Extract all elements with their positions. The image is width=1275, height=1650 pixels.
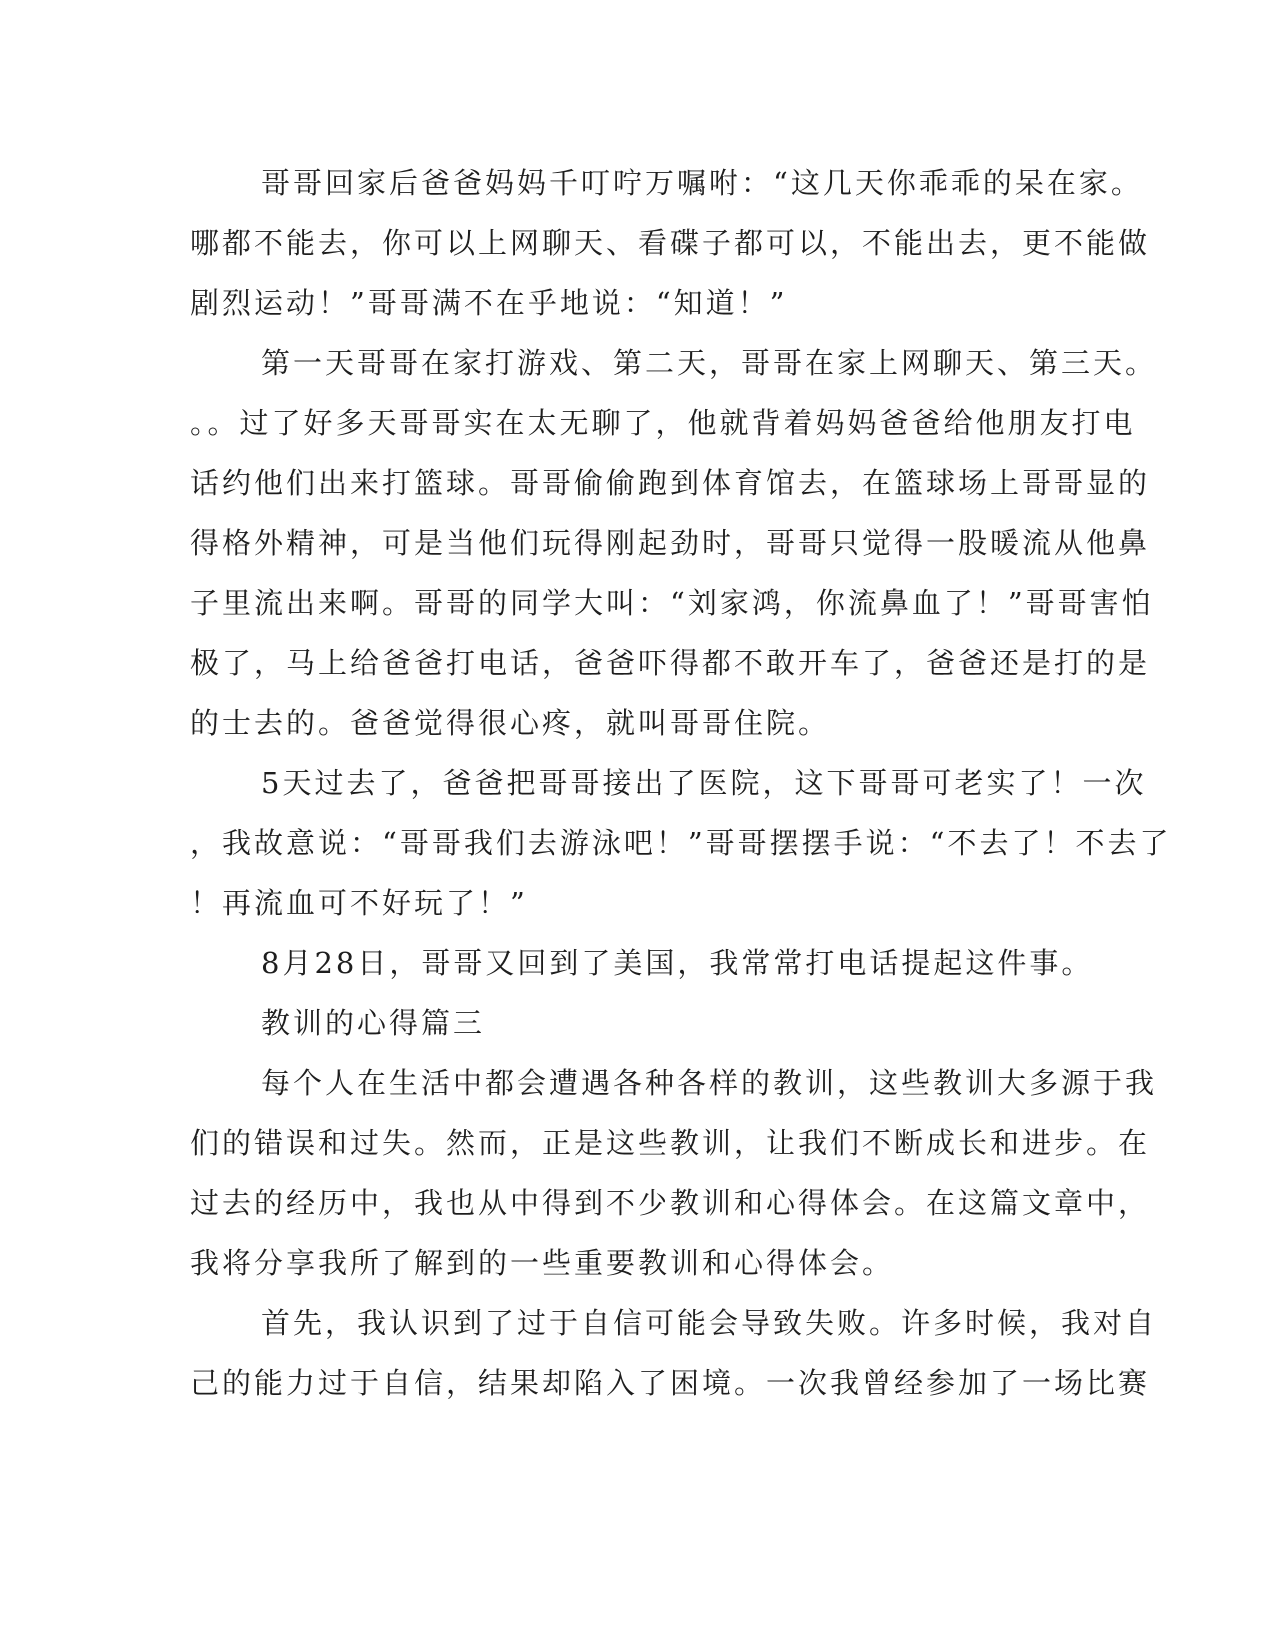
text-line: 得格外精神，可是当他们玩得刚起劲时，哥哥只觉得一股暖流从他鼻 [190,526,1151,560]
text-line: 的士去的。爸爸觉得很心疼，就叫哥哥住院。 [190,706,831,740]
text-line: 8月28日，哥哥又回到了美国，我常常打电话提起这件事。 [261,946,1094,980]
text-line: 话约他们出来打篮球。哥哥偷偷跑到体育馆去，在篮球场上哥哥显的 [190,466,1151,500]
text-line: 每个人在生活中都会遭遇各种各样的教训，这些教训大多源于我 [261,1066,1158,1100]
text-line: 哥哥回家后爸爸妈妈千叮咛万嘱咐：“这几天你乖乖的呆在家。 [261,166,1143,200]
section-heading: 教训的心得篇三 [261,1006,486,1040]
text-line: ，我故意说：“哥哥我们去游泳吧！”哥哥摆摆手说：“不去了！不去了 [190,826,1172,860]
text-line: 过去的经历中，我也从中得到不少教训和心得体会。在这篇文章中， [190,1186,1151,1220]
text-line: 己的能力过于自信，结果却陷入了困境。一次我曾经参加了一场比赛 [190,1366,1151,1400]
text-line: 。。过了好多天哥哥实在太无聊了，他就背着妈妈爸爸给他朋友打电 [190,406,1136,440]
text-line: 第一天哥哥在家打游戏、第二天，哥哥在家上网聊天、第三天。 [261,346,1158,380]
text-line: 剧烈运动！”哥哥满不在乎地说：“知道！” [190,286,788,320]
document-body [190,153,1172,1413]
text-line: 极了，马上给爸爸打电话，爸爸吓得都不敢开车了，爸爸还是打的是 [190,646,1151,680]
text-line: 子里流出来啊。哥哥的同学大叫：“刘家鸿，你流鼻血了！”哥哥害怕 [190,586,1154,620]
text-line: 我将分享我所了解到的一些重要教训和心得体会。 [190,1246,895,1280]
text-line: 5天过去了，爸爸把哥哥接出了医院，这下哥哥可老实了！一次 [261,766,1147,800]
text-line: 首先，我认识到了过于自信可能会导致失败。许多时候，我对自 [261,1306,1158,1340]
text-line: ！再流血可不好玩了！” [190,886,528,920]
text-line: 们的错误和过失。然而，正是这些教训，让我们不断成长和进步。在 [190,1126,1151,1160]
text-line: 哪都不能去，你可以上网聊天、看碟子都可以，不能出去，更不能做 [190,226,1151,260]
